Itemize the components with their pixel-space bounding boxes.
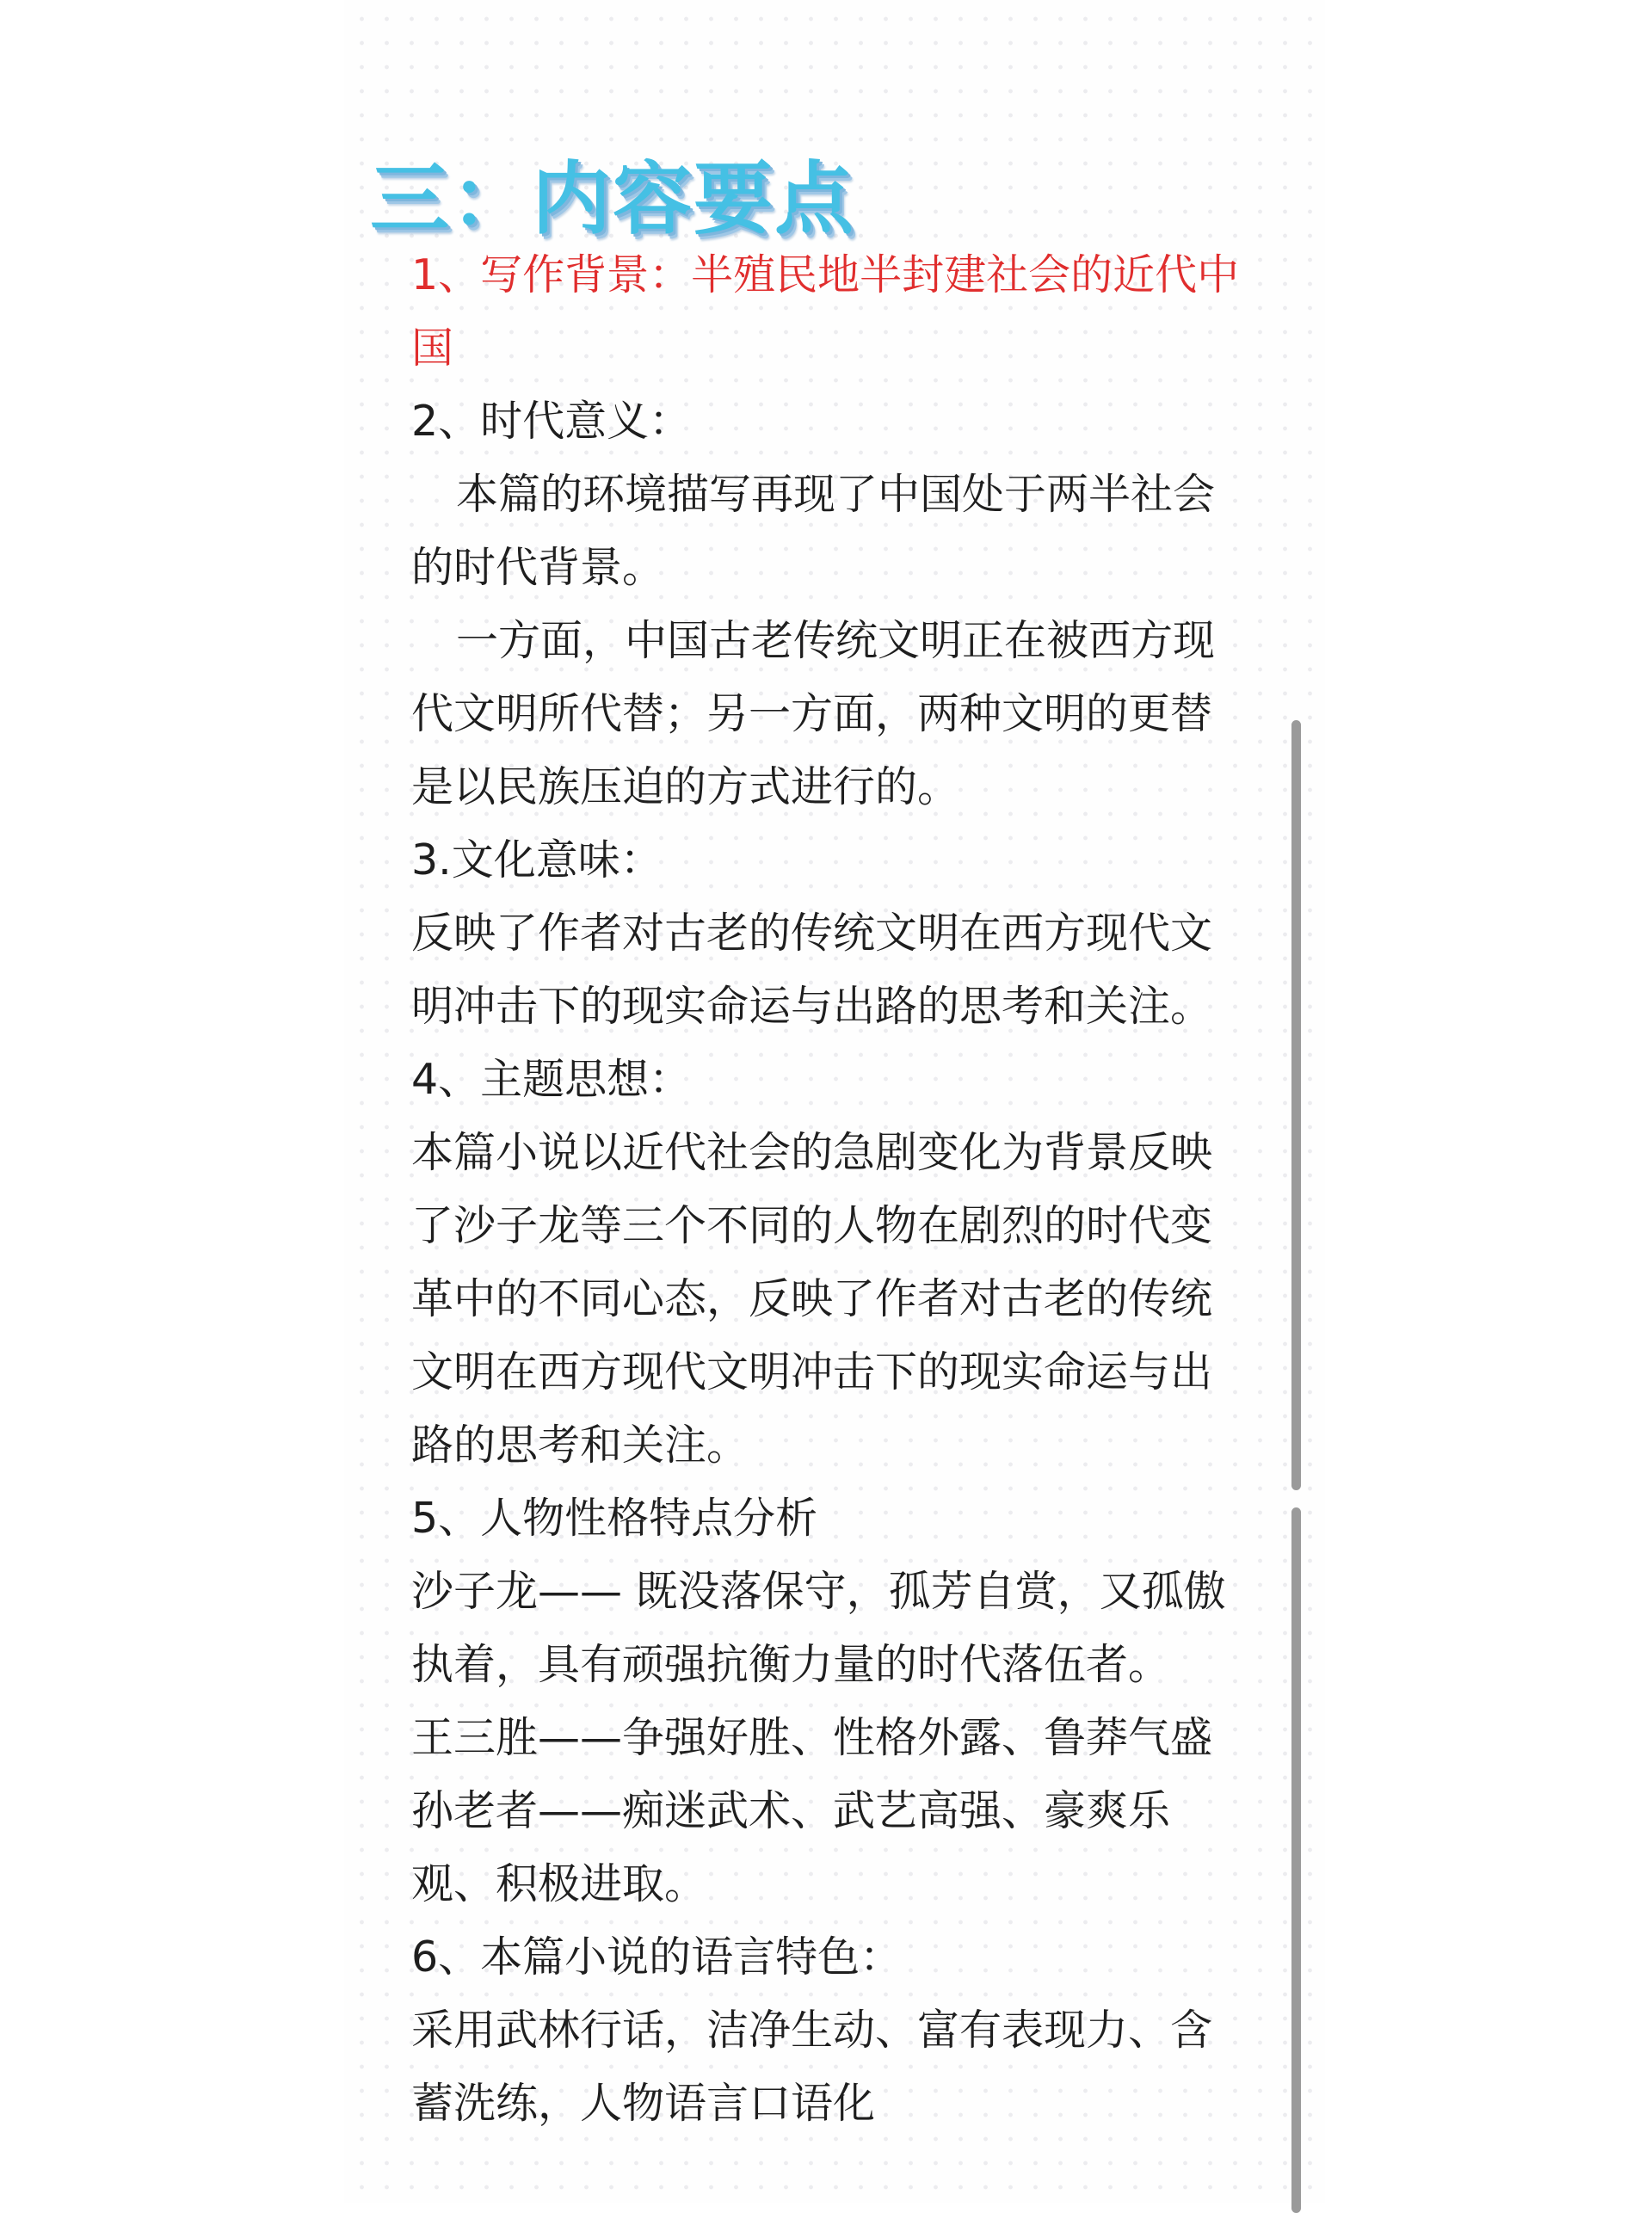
section-heading-language: 6、本篇小说的语言特色： (411, 1933, 903, 1982)
writing-background-line: 国 (411, 324, 454, 373)
paragraph-line: 孙老者——痴迷武术、武艺高强、豪爽乐 (411, 1786, 1171, 1835)
paragraph-line: 蓄洗练，人物语言口语化 (411, 2079, 876, 2128)
content-body (411, 238, 1280, 2140)
section-heading-cultural-meaning: 3.文化意味： (411, 835, 663, 885)
paragraph-line: 本篇的环境描写再现了中国处于两半社会 (456, 470, 1216, 519)
paragraph-line: 代文明所代替；另一方面，两种文明的更替 (411, 689, 1213, 738)
section-heading-theme: 4、主题思想： (411, 1055, 692, 1104)
page-title: 三：内容要点 (370, 153, 856, 245)
paragraph-line: 采用武林行话，洁净生动、富有表现力、含 (411, 2006, 1213, 2055)
paragraph-line: 一方面，中国古老传统文明正在被西方现 (456, 616, 1216, 665)
paragraph-line: 了沙子龙等三个不同的人物在剧烈的时代变 (411, 1201, 1213, 1250)
scrollbar-thumb-lower[interactable] (1291, 1507, 1301, 2213)
paragraph-line: 明冲击下的现实命运与出路的思考和关注。 (411, 982, 1213, 1031)
paragraph-line: 是以民族压迫的方式进行的。 (411, 762, 960, 811)
paragraph-line: 本篇小说以近代社会的急剧变化为背景反映 (411, 1128, 1213, 1177)
paragraph-line: 王三胜——争强好胜、性格外露、鲁莽气盛 (411, 1713, 1213, 1762)
paragraph-line: 文明在西方现代文明冲击下的现实命运与出 (411, 1347, 1213, 1396)
writing-background-line: 1、写作背景：半殖民地半封建社会的近代中 (411, 250, 1240, 299)
section-heading-era-significance: 2、时代意义： (411, 397, 692, 446)
paragraph-line: 的时代背景。 (411, 543, 665, 592)
paragraph-line: 反映了作者对古老的传统文明在西方现代文 (411, 909, 1213, 958)
paragraph-line: 路的思考和关注。 (411, 1421, 749, 1470)
section-heading-characters: 5、人物性格特点分析 (411, 1494, 818, 1543)
scrollbar-thumb[interactable] (1291, 720, 1301, 1490)
paragraph-line: 沙子龙—— 既没落保守，孤芳自赏，又孤傲 (411, 1567, 1226, 1616)
paragraph-line: 执着，具有顽强抗衡力量的时代落伍者。 (411, 1640, 1171, 1689)
paragraph-line: 观、积极进取。 (411, 1859, 707, 1908)
paragraph-line: 革中的不同心态，反映了作者对古老的传统 (411, 1274, 1213, 1323)
